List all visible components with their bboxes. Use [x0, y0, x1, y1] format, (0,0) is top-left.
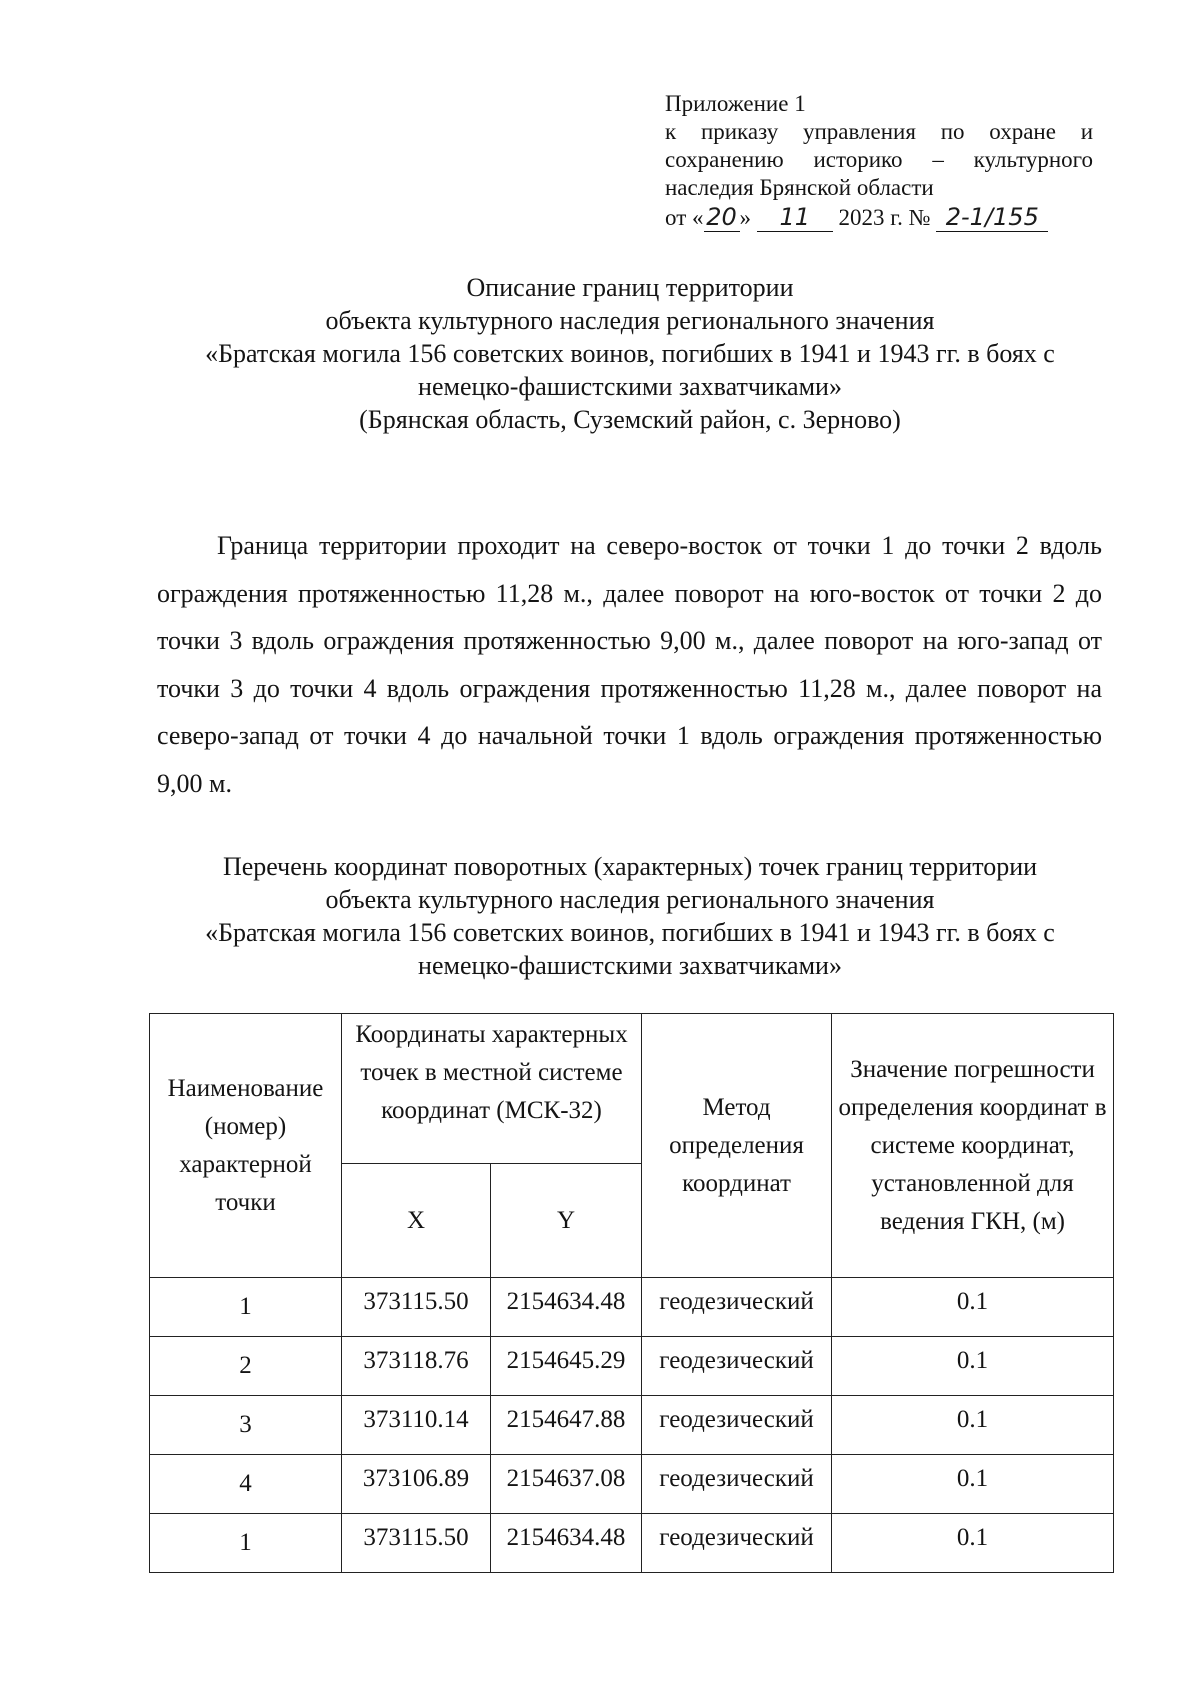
x-cell: 373106.89 [342, 1455, 491, 1514]
date-day: 20 [704, 205, 740, 232]
header-point-name: Наименование (номер) характерной точки [150, 1014, 342, 1278]
header-x: X [342, 1164, 491, 1278]
list-title-line-1: Перечень координат поворотных (характерных) точек границ территории [222, 852, 1038, 881]
y-cell: 2154634.48 [491, 1278, 642, 1337]
description-title-line-3: «Братская могила 156 советских воинов, погибших в 1941 и 1943 гг. в боях с [205, 339, 1055, 368]
description-title-line-5: (Брянская область, Суземский район, с. Зерново) [359, 405, 901, 434]
list-title-line-2: объекта культурного наследия регионального значения [325, 885, 935, 914]
coordinates-table [149, 1013, 1114, 1573]
accuracy-cell: 0.1 [832, 1455, 1114, 1514]
x-cell: 373118.76 [342, 1337, 491, 1396]
date-day-close: » [739, 205, 751, 230]
description-title-line-2: объекта культурного наследия регионального значения [325, 306, 935, 335]
header-accuracy: Значение погрешности определения координат в системе координат, установленной для ведения ГКН, (м) [832, 1014, 1114, 1278]
y-cell: 2154645.29 [491, 1337, 642, 1396]
accuracy-cell: 0.1 [832, 1278, 1114, 1337]
table-row [150, 1396, 1114, 1455]
method-cell: геодезический [642, 1514, 832, 1573]
method-cell: геодезический [642, 1278, 832, 1337]
table-row [150, 1455, 1114, 1514]
x-cell: 373110.14 [342, 1396, 491, 1455]
boundary-description: Граница территории проходит на северо-восток от точки 1 до точки 2 вдоль ограждения протяженностью 11,28 м., далее поворот на юго-восток от точки 2 до точки 3 вдоль ограждения протяженностью 9,00 м., далее поворот на юго-запад от точки 3 до точки 4 вдоль ограждения протяженностью 11,28 м., далее поворот на северо-запад от точки 4 до начальной точки 1 вдоль ограждения протяженностью 9,00 м. [157, 531, 1102, 798]
header-y: Y [491, 1164, 642, 1278]
method-cell: геодезический [642, 1337, 832, 1396]
list-title-line-3: «Братская могила 156 советских воинов, погибших в 1941 и 1943 гг. в боях с [205, 918, 1055, 947]
date-month: 11 [757, 205, 833, 232]
x-cell: 373115.50 [342, 1278, 491, 1337]
date-year: 2023 г. № [838, 205, 931, 230]
date-prefix: от « [665, 205, 704, 230]
appendix-order-line-2: сохранению историко – культурного [665, 147, 1093, 172]
table-row [150, 1514, 1114, 1573]
y-cell: 2154647.88 [491, 1396, 642, 1455]
header-method: Метод определения координат [642, 1014, 832, 1278]
appendix-date-line [665, 204, 1093, 232]
x-cell: 373115.50 [342, 1514, 491, 1573]
y-cell: 2154637.08 [491, 1455, 642, 1514]
order-number: 2-1/155 [936, 205, 1048, 232]
accuracy-cell: 0.1 [832, 1396, 1114, 1455]
appendix-order-line-1: к приказу управления по охране и [665, 119, 1093, 144]
y-cell: 2154634.48 [491, 1514, 642, 1573]
point-cell: 2 [150, 1337, 342, 1396]
point-cell: 1 [150, 1278, 342, 1337]
point-cell: 1 [150, 1514, 342, 1573]
appendix-order-line-3: наследия Брянской области [665, 175, 934, 200]
method-cell: геодезический [642, 1455, 832, 1514]
header-coordinates: Координаты характерных точек в местной системе координат (МСК-32) [342, 1014, 642, 1164]
appendix-title: Приложение 1 [665, 91, 806, 116]
description-title-line-1: Описание границ территории [466, 273, 794, 302]
accuracy-cell: 0.1 [832, 1514, 1114, 1573]
accuracy-cell: 0.1 [832, 1337, 1114, 1396]
description-title-line-4: немецко-фашистскими захватчиками» [418, 372, 842, 401]
method-cell: геодезический [642, 1396, 832, 1455]
list-title [140, 850, 1120, 982]
description-title [140, 271, 1120, 436]
appendix-block [665, 90, 1093, 232]
point-cell: 4 [150, 1455, 342, 1514]
point-cell: 3 [150, 1396, 342, 1455]
list-title-line-4: немецко-фашистскими захватчиками» [418, 951, 842, 980]
table-row [150, 1337, 1114, 1396]
table-row [150, 1278, 1114, 1337]
